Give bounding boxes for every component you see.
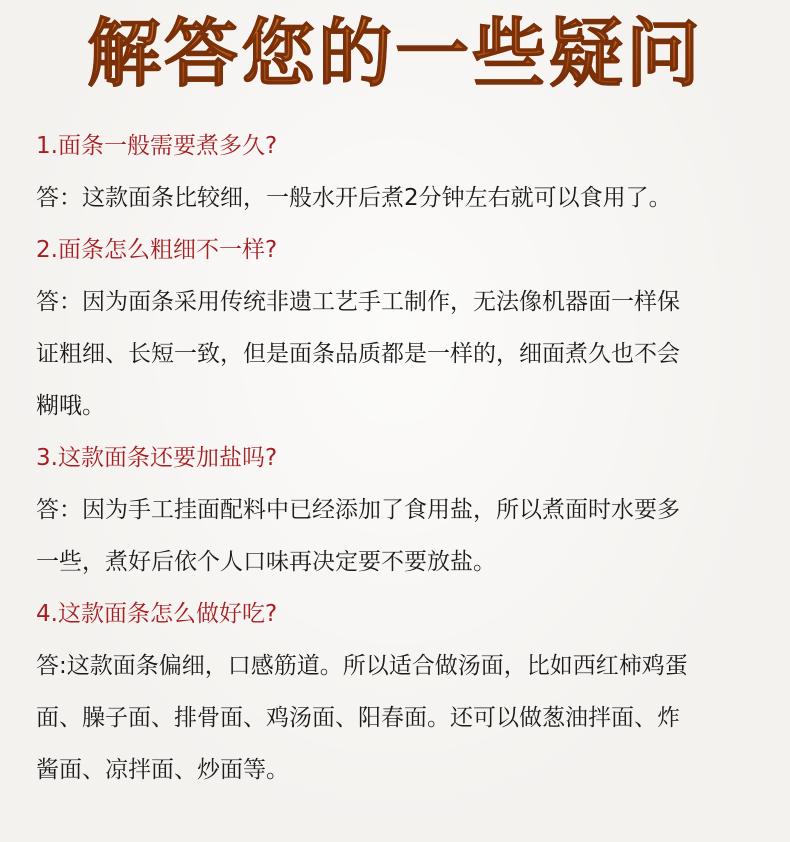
faq-question-4: 4.这款面条怎么做好吃? [36,601,278,627]
faq-answer-3-line-2: 一些，煮好后依个人口味再决定要不要放盐。 [36,549,496,575]
faq-answer-2-line-3: 糊哦。 [36,393,105,419]
faq-answer-1-line-1: 答：这款面条比较细，一般水开后煮2分钟左右就可以食用了。 [36,185,672,211]
faq-question-3: 3.这款面条还要加盐吗? [36,445,278,471]
faq-answer-3-line-1: 答：因为手工挂面配料中已经添加了食用盐，所以煮面时水要多 [36,497,680,523]
faq-list [36,120,766,796]
faq-answer-2-line-2: 证粗细、长短一致，但是面条品质都是一样的，细面煮久也不会 [36,341,680,367]
faq-question-1: 1.面条一般需要煮多久? [36,133,278,159]
faq-answer-4-line-1: 答:这款面条偏细，口感筋道。所以适合做汤面，比如西红柿鸡蛋 [36,653,688,679]
faq-answer-2-line-1: 答：因为面条采用传统非遗工艺手工制作，无法像机器面一样保 [36,289,680,315]
faq-answer-4-line-2: 面、臊子面、排骨面、鸡汤面、阳春面。还可以做葱油拌面、炸 [36,705,680,731]
faq-answer-4-line-3: 酱面、凉拌面、炒面等。 [36,757,289,783]
faq-question-2: 2.面条怎么粗细不一样? [36,237,278,263]
page-title: 解答您的一些疑问 [0,6,790,102]
